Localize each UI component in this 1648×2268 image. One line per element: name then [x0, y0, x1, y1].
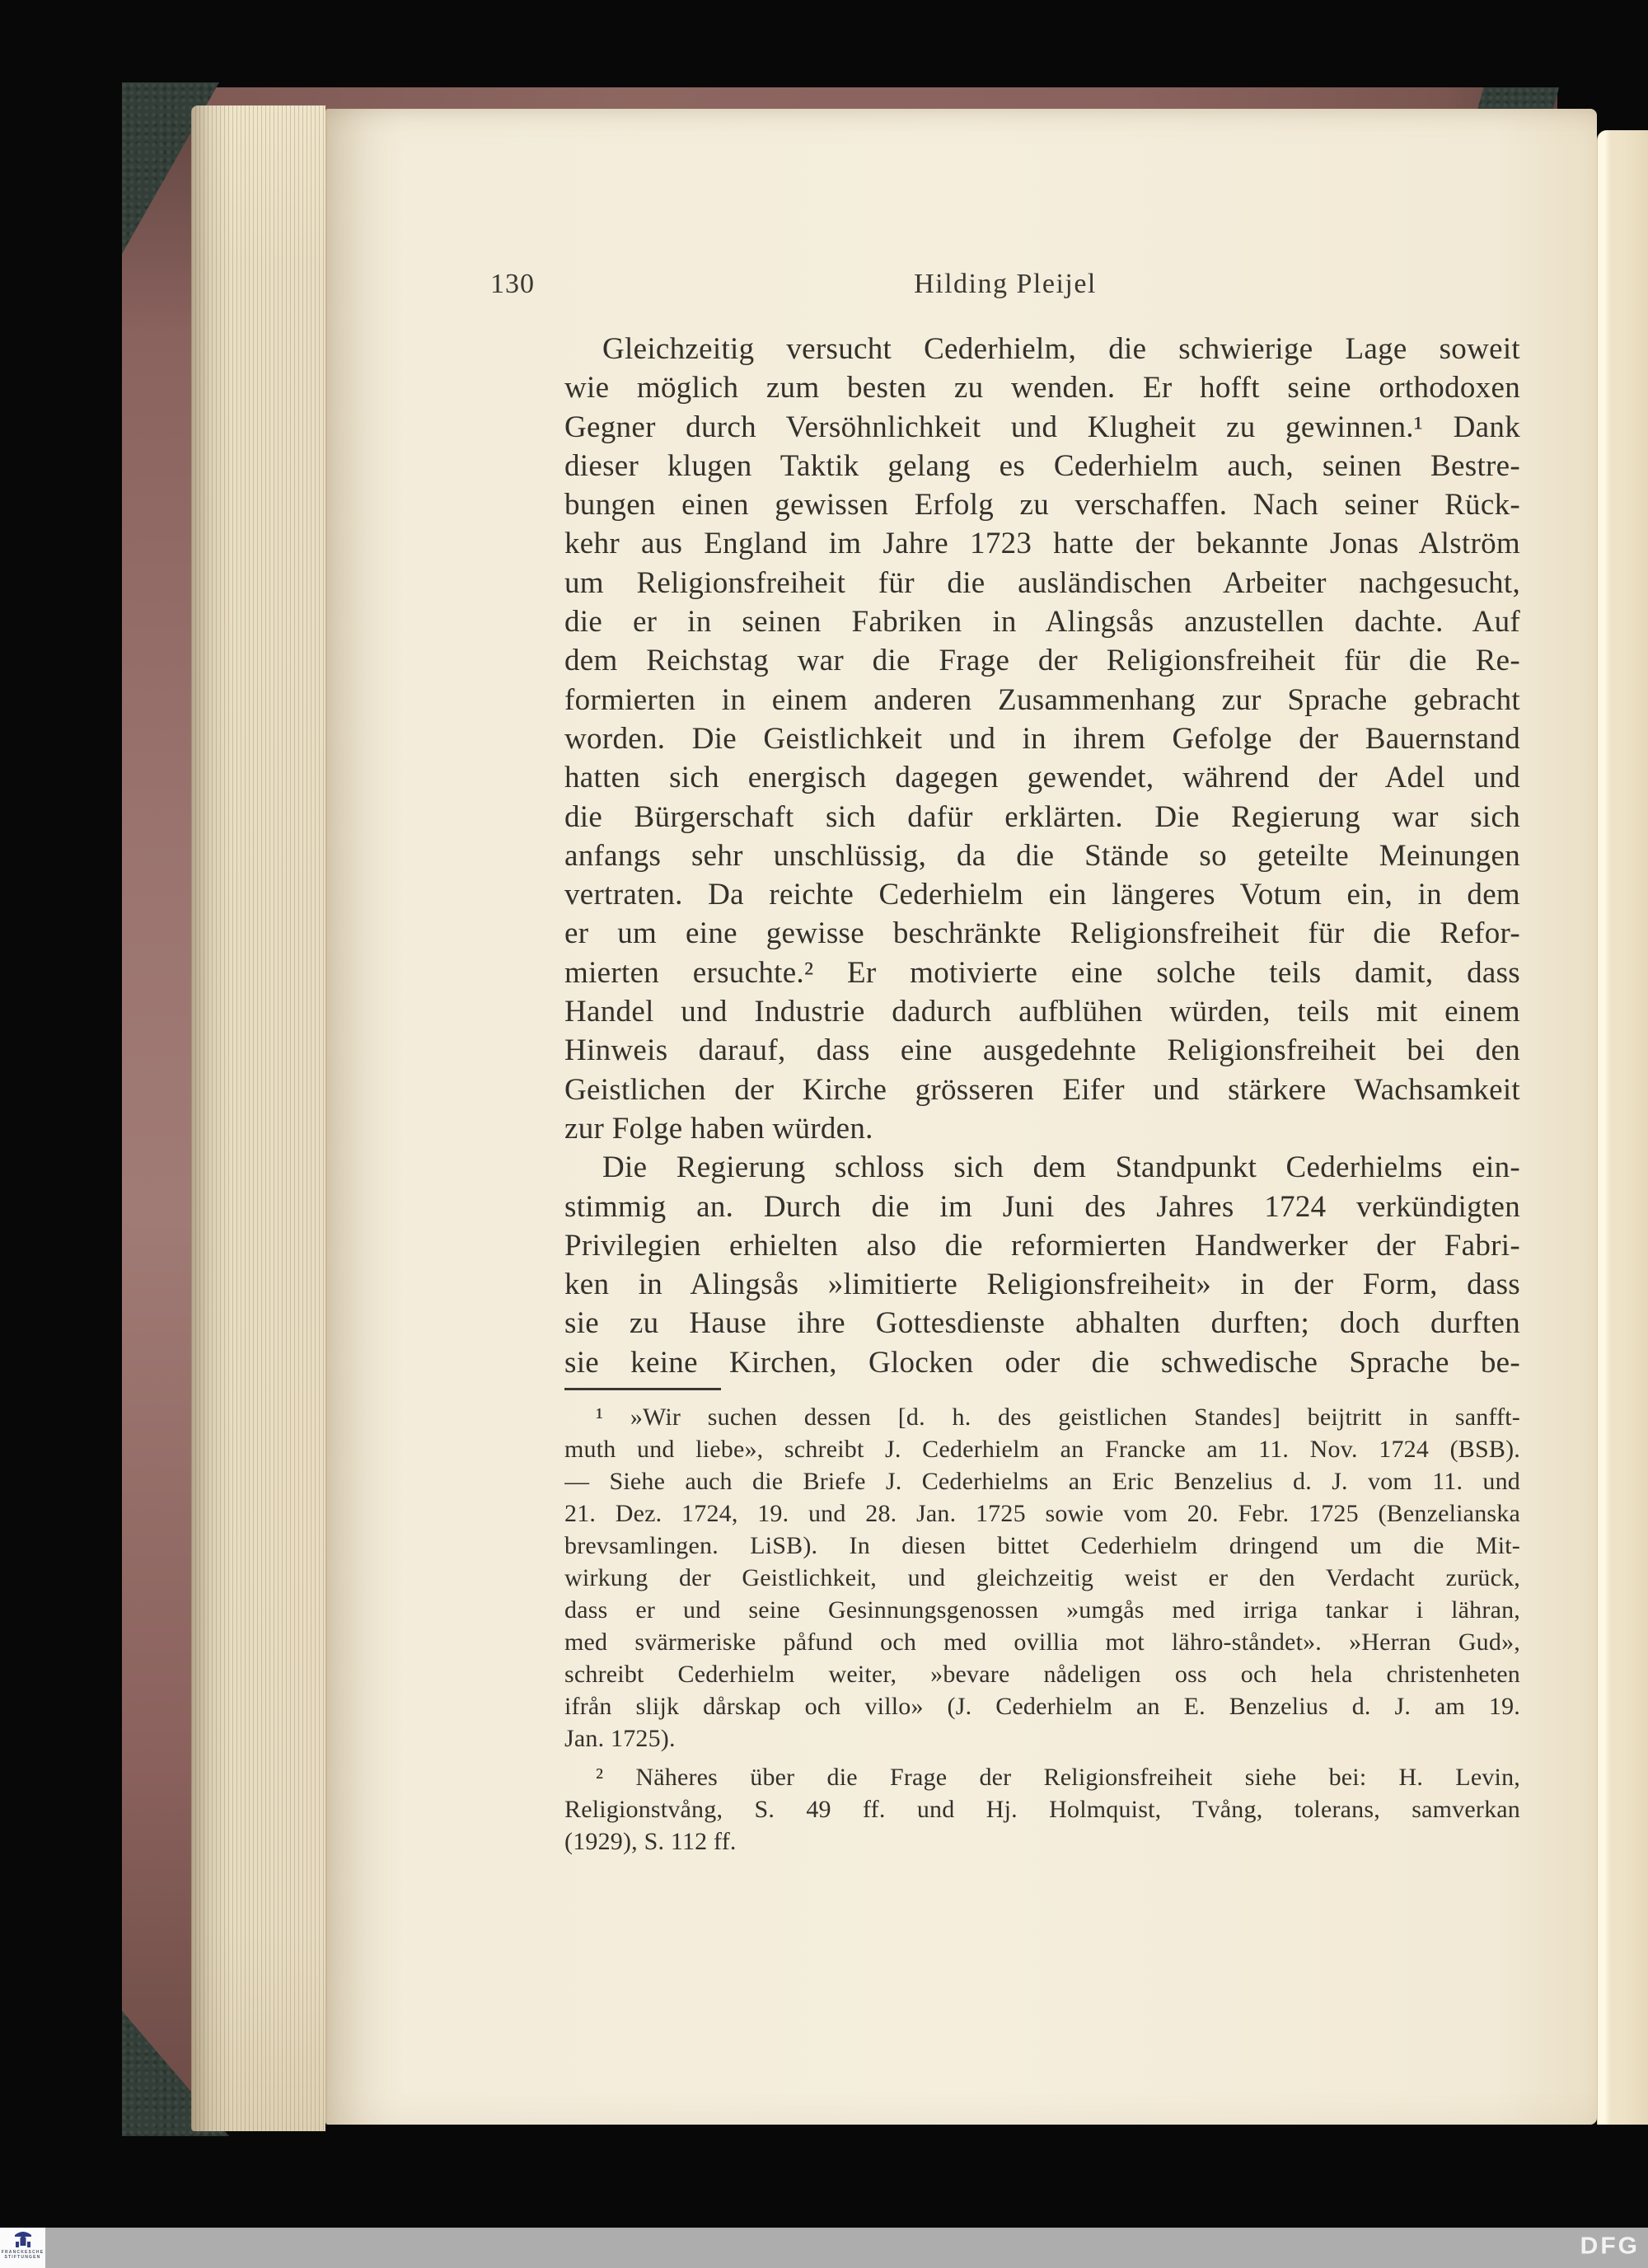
text-line: ken in Alingsås »limitierte Religionsfreiheit» in der Form, dass [564, 1268, 1520, 1302]
page-number: 130 [490, 269, 535, 299]
body-paragraph-2 [564, 1148, 1520, 1382]
library-logo-box [0, 2228, 45, 2268]
text-line: muth und liebe», schreibt J. Cederhielm an Francke am 11. Nov. 1724 (BSB). [564, 1436, 1520, 1463]
text-line: Jan. 1725). [564, 1725, 676, 1752]
francke-stiftungen-logo-icon [12, 2230, 34, 2250]
text-line: formierten in einem anderen Zusammenhang zur Sprache gebracht [564, 682, 1520, 717]
text-line: er um eine gewisse beschränkte Religionsfreiheit für die Refor- [564, 916, 1520, 951]
text-line: dass er und seine Gesinnungsgenossen »umgås med irriga tankar i lähran, [564, 1596, 1520, 1624]
text-line: Die Regierung schloss sich dem Standpunkt Cederhielms ein- [602, 1150, 1520, 1185]
book-cover-left-edge [122, 87, 193, 2136]
text-line: anfangs sehr unschlüssig, da die Stände so geteilte Meinungen [564, 838, 1520, 873]
text-line: Handel und Industrie dadurch aufblühen würden, teils mit einem [564, 995, 1520, 1029]
stacked-page-edges [191, 105, 325, 2131]
text-line: worden. Die Geistlichkeit und in ihrem Gefolge der Bauernstand [564, 721, 1520, 756]
body-text [564, 330, 1520, 1382]
watermark-bar [0, 2228, 1648, 2268]
text-line: — Siehe auch die Briefe J. Cederhielms an Eric Benzelius d. J. vom 11. und [564, 1468, 1520, 1495]
footnote-2 [564, 1761, 1520, 1858]
text-line: mierten ersuchte.² Er motivierte eine solche teils damit, dass [564, 955, 1520, 990]
text-line: zur Folge haben würden. [564, 1111, 873, 1146]
text-line: wirkung der Geistlichkeit, und gleichzeitig weist er den Verdacht zurück, [564, 1564, 1520, 1591]
text-line: Privilegien erhielten also die reformierten Handwerker der Fabri- [564, 1228, 1520, 1263]
text-line: Gleichzeitig versucht Cederhielm, die schwierige Lage soweit [602, 332, 1520, 366]
text-line: Gegner durch Versöhnlichkeit und Klugheit zu gewinnen.¹ Dank [564, 410, 1520, 444]
text-line: Geistlichen der Kirche grösseren Eifer und stärkere Wachsamkeit [564, 1072, 1520, 1107]
text-line: stimmig an. Durch die im Juni des Jahres 1724 verkündigten [564, 1189, 1520, 1224]
body-paragraph-1 [564, 330, 1520, 1148]
footnotes [564, 1401, 1520, 1858]
text-line: med svärmeriske påfund och med ovillia mot lähro-ståndet». »Herran Gud», [564, 1628, 1520, 1656]
text-line: Religionstvång, S. 49 ff. und Hj. Holmquist, Tvång, tolerans, samverkan [564, 1796, 1520, 1823]
facing-page-edge [1597, 130, 1648, 2125]
text-line: hatten sich energisch dagegen gewendet, während der Adel und [564, 761, 1520, 795]
footnote-1 [564, 1401, 1520, 1755]
text-line: die Bürgerschaft sich dafür erklärten. Die Regierung war sich [564, 799, 1520, 834]
book-cover-top-edge [122, 87, 1557, 110]
text-line: dem Reichstag war die Frage der Religionsfreiheit für die Re- [564, 644, 1520, 678]
text-line: die er in seinen Fabriken in Alingsås anzustellen dachte. Auf [564, 605, 1520, 640]
text-line: um Religionsfreiheit für die ausländischen Arbeiter nachgesucht, [564, 565, 1520, 600]
text-line: sie zu Hause ihre Gottesdienste abhalten durften; doch durften [564, 1306, 1520, 1341]
page-header [490, 269, 1520, 303]
dfg-logo: DFG [1580, 2233, 1640, 2260]
library-logo-text-line1: FRANCKESCHE [1, 2250, 44, 2255]
text-line: (1929), S. 112 ff. [564, 1828, 737, 1855]
text-line: brevsamlingen. LiSB). In diesen bittet Cederhielm dringend um die Mit- [564, 1532, 1520, 1559]
footnote-separator-rule [564, 1388, 721, 1390]
text-line: dieser klugen Taktik gelang es Cederhielm auch, seinen Bestre- [564, 448, 1520, 483]
text-line: 21. Dez. 1724, 19. und 28. Jan. 1725 sowie vom 20. Febr. 1725 (Benzelianska [564, 1500, 1520, 1527]
text-line: kehr aus England im Jahre 1723 hatte der bekannte Jonas Alström [564, 527, 1520, 561]
text-line: wie möglich zum besten zu wenden. Er hofft seine orthodoxen [564, 371, 1520, 405]
text-line: sie keine Kirchen, Glocken oder die schwedische Sprache be- [564, 1345, 1520, 1380]
text-line: vertraten. Da reichte Cederhielm ein längeres Votum ein, in dem [564, 878, 1520, 912]
running-header: Hilding Pleijel [914, 269, 1097, 299]
text-line: ² Näheres über die Frage der Religionsfreiheit siehe bei: H. Levin, [596, 1764, 1520, 1791]
text-line: ¹ »Wir suchen dessen [d. h. des geistlichen Standes] beijtritt in sanfft- [596, 1403, 1520, 1431]
book-page [325, 109, 1597, 2125]
library-logo-text-line2: STIFTUNGEN [4, 2255, 41, 2260]
text-line: schreibt Cederhielm weiter, »bevare nådeligen oss och hela christenheten [564, 1661, 1520, 1688]
text-line: Hinweis darauf, dass eine ausgedehnte Religionsfreiheit bei den [564, 1033, 1520, 1068]
text-line: ifrån slijk dårskap och villo» (J. Cederhielm an E. Benzelius d. J. am 19. [564, 1693, 1520, 1720]
text-line: bungen einen gewissen Erfolg zu verschaffen. Nach seiner Rück- [564, 488, 1520, 522]
